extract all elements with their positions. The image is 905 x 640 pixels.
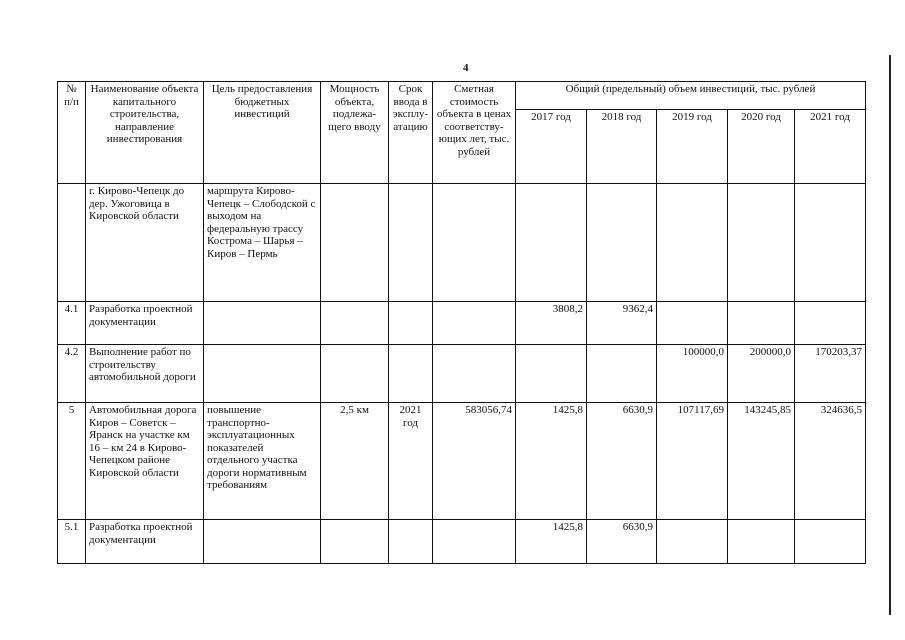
cell-cost <box>433 345 516 403</box>
cell-2020: 200000,0 <box>728 345 795 403</box>
cell-name: Разработка проектной документации <box>86 302 204 345</box>
header-year-2018: 2018 год <box>587 110 657 184</box>
cell-name: Разработка проектной документации <box>86 520 204 564</box>
header-cost: Сметная стоимость объекта в ценах соответству-ющих лет, тыс. рублей <box>433 82 516 184</box>
header-capacity: Мощность объекта, подлежа-щего вводу <box>321 82 389 184</box>
cell-2021: 324636,5 <box>795 403 866 520</box>
header-name: Наименование объекта капитального строительства, направление инвестирования <box>86 82 204 184</box>
cell-2017 <box>516 345 587 403</box>
cell-name: г. Кирово-Чепецк до дер. Ужоговица в Кировской области <box>86 184 204 302</box>
table-row <box>58 184 866 302</box>
cell-goal <box>204 345 321 403</box>
header-invest: Общий (предельный) объем инвестиций, тыс. рублей <box>516 82 866 110</box>
cell-term <box>389 302 433 345</box>
table-row <box>58 302 866 345</box>
cell-2017: 1425,8 <box>516 520 587 564</box>
cell-term: 2021 год <box>389 403 433 520</box>
cell-num: 4.1 <box>58 302 86 345</box>
cell-name: Выполнение работ по строительству автомобильной дороги <box>86 345 204 403</box>
cell-term <box>389 184 433 302</box>
cell-goal <box>204 520 321 564</box>
cell-2018: 9362,4 <box>587 302 657 345</box>
cell-goal <box>204 302 321 345</box>
table-row <box>58 345 866 403</box>
header-num: № п/п <box>58 82 86 184</box>
cell-num: 4.2 <box>58 345 86 403</box>
cell-term <box>389 345 433 403</box>
cell-2017: 1425,8 <box>516 403 587 520</box>
table-row <box>58 403 866 520</box>
cell-2021 <box>795 184 866 302</box>
cell-2018: 6630,9 <box>587 403 657 520</box>
header-term: Срок ввода в эксплу-атацию <box>389 82 433 184</box>
cell-2021 <box>795 302 866 345</box>
cell-2021: 170203,37 <box>795 345 866 403</box>
cell-2019 <box>657 184 728 302</box>
cell-2020 <box>728 184 795 302</box>
cell-2018 <box>587 184 657 302</box>
cell-2020: 143245,85 <box>728 403 795 520</box>
cell-capacity <box>321 184 389 302</box>
cell-cost: 583056,74 <box>433 403 516 520</box>
cell-cost <box>433 184 516 302</box>
cell-2021 <box>795 520 866 564</box>
cell-2019: 107117,69 <box>657 403 728 520</box>
cell-2019 <box>657 302 728 345</box>
cell-capacity <box>321 345 389 403</box>
cell-2018: 6630,9 <box>587 520 657 564</box>
cell-capacity <box>321 520 389 564</box>
cell-cost <box>433 520 516 564</box>
cell-2017 <box>516 184 587 302</box>
header-goal: Цель предоставления бюджетных инвестиций <box>204 82 321 184</box>
header-row-top <box>58 82 866 110</box>
cell-2020 <box>728 520 795 564</box>
cell-cost <box>433 302 516 345</box>
cell-2020 <box>728 302 795 345</box>
cell-2017: 3808,2 <box>516 302 587 345</box>
header-year-2020: 2020 год <box>728 110 795 184</box>
cell-term <box>389 520 433 564</box>
cell-2018 <box>587 345 657 403</box>
investment-table <box>57 81 866 564</box>
cell-goal: маршрута Кирово-Чепецк – Слободской с выходом на федеральную трассу Кострома – Шарья – Киров – Пермь <box>204 184 321 302</box>
cell-num <box>58 184 86 302</box>
page-number: 4 <box>463 62 469 74</box>
cell-name: Автомобильная дорога Киров – Советск – Яранск на участке км 16 – км 24 в Кирово-Чепецком районе Кировской области <box>86 403 204 520</box>
cell-2019: 100000,0 <box>657 345 728 403</box>
cell-capacity <box>321 302 389 345</box>
cell-goal: повышение транспортно-эксплуатационных показателей отдельного участка дороги нормативным требованиям <box>204 403 321 520</box>
header-year-2019: 2019 год <box>657 110 728 184</box>
header-year-2017: 2017 год <box>516 110 587 184</box>
cell-capacity: 2,5 км <box>321 403 389 520</box>
page-edge-rule <box>889 55 891 615</box>
cell-num: 5 <box>58 403 86 520</box>
table-row <box>58 520 866 564</box>
cell-2019 <box>657 520 728 564</box>
header-year-2021: 2021 год <box>795 110 866 184</box>
cell-num: 5.1 <box>58 520 86 564</box>
